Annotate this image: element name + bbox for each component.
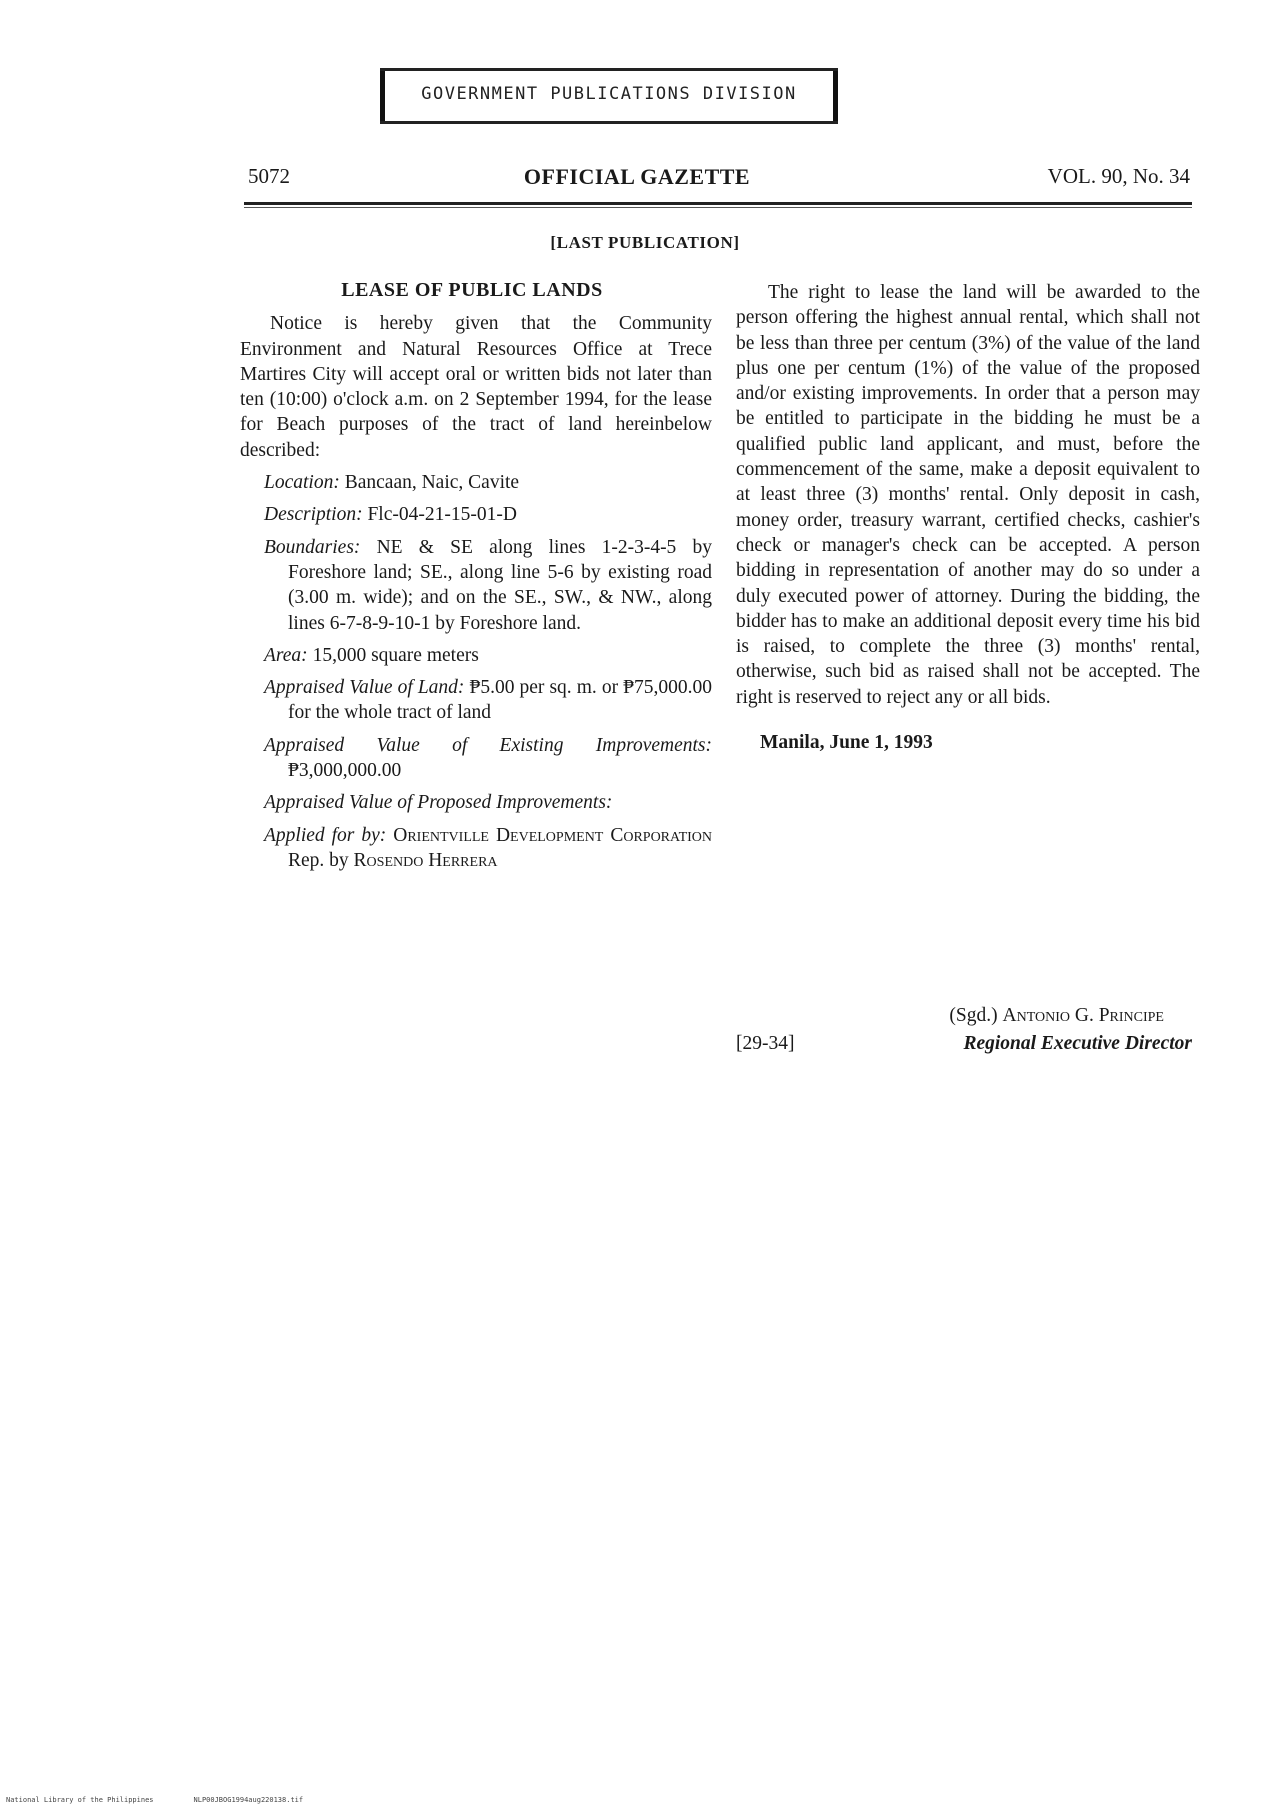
header-rule [244,202,1192,205]
stamp-text: GOVERNMENT PUBLICATIONS DIVISION [421,84,797,104]
publications-stamp [380,68,838,124]
file-name: NLP00JBOG1994aug220138.tif [193,1796,304,1804]
notice-left-column [240,278,712,873]
field-applicant: Applied for by: Orientville Development Corporation Rep. by Rosendo Herrera [264,824,713,871]
scan-footer [6,1796,343,1804]
field-appraised-land: Appraised Value of Land: ₱5.00 per sq. m. or ₱75,000.00 for the whole tract of land [264,677,712,724]
bidding-terms: The right to lease the land will be awarded to the person offering the highest annual rental, which shall not be less than three per centum (3%) of the value of the land plus one per centum (1%) of the value of the proposed and/or existing improvements. In order that a person may be entitled to participate in the bidding he must be a qualified public land applicant, and must, before the commencement of the same, make a deposit equivalent to at least three (3) months' rental. Only deposit in cash, money order, treasury warrant, certified checks, cashier's check or manager's check can be accepted. A person bidding in representation of another may do so under a duly executed power of attorney. During the bidding, the bidder has to make an additional deposit every time his bid is raised, to complete the three (3) months' rental, otherwise, such bid as raised shall not be accepted. The right is reserved to reject any or all bids. [736,282,1200,708]
field-proposed-improvements: Appraised Value of Proposed Improvements: [264,792,613,814]
header-rule-thin [244,207,1192,208]
gazette-title: OFFICIAL GAZETTE [523,164,751,189]
library-credit: National Library of the Philippines [6,1796,154,1804]
field-boundaries: Boundaries: NE & SE along lines 1-2-3-4-5 by Foreshore land; SE., along line 5-6 by existing road (3.00 m. wide); and on the SE., SW., & NW., along lines 6-7-8-9-10-1 by Foreshore land. [264,536,712,634]
signatory-name: Antonio G. Principe [1002,1005,1164,1026]
signatory-title: Regional Executive Director [963,1033,1192,1054]
applicant-name: Orientville Development Corporation [393,824,713,846]
dateline: Manila, June 1, 1993 [760,732,933,754]
volume-number: VOL. 90, No. 34 [1047,164,1190,188]
field-location: Location: Bancaan, Naic, Cavite [264,472,520,494]
notice-right-column [736,280,1200,755]
field-existing-improvements: Appraised Value of Existing Improvements: ₱3,000,000.00 [264,734,712,782]
signature-line: (Sgd.) Antonio G. Principe [949,1005,1164,1026]
last-publication-label: [LAST PUBLICATION] [550,233,740,252]
issue-range: [29-34] [736,1033,795,1054]
page-number: 5072 [248,164,290,188]
field-description: Description: Flc-04-21-15-01-D [264,504,517,526]
notice-intro: Notice is hereby given that the Community Environment and Natural Resources Office at Trece Martires City will accept oral or written bids not later than ten (10:00) o'clock a.m. on 2 September 1994, for the lease for Beach purposes of the tract of land hereinbelow described: [240,313,712,461]
representative-name: Rosendo Herrera [353,849,498,871]
field-area: Area: 15,000 square meters [264,644,479,666]
notice-heading: LEASE OF PUBLIC LANDS [341,279,603,301]
